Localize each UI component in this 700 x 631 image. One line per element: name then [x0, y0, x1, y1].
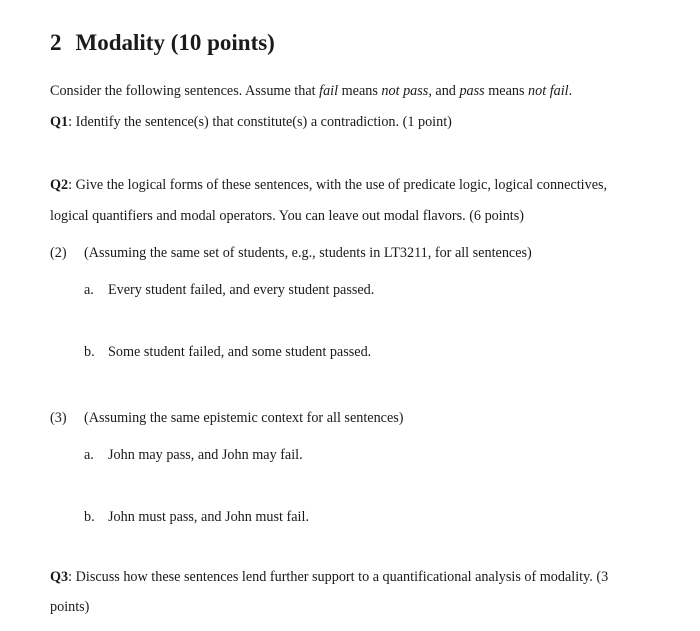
term-not-pass: not pass — [381, 83, 429, 99]
question-1 — [50, 113, 452, 131]
sentence-marker: b. — [84, 344, 95, 360]
question-label: Q1 — [50, 114, 69, 130]
section-number: 2 — [50, 30, 62, 55]
sentence-marker: a. — [84, 282, 94, 298]
question-2-line-1 — [50, 176, 607, 194]
question-2-line-2: logical quantifiers and modal operators. You can leave out modal flavors. (6 points) — [50, 208, 524, 224]
sentence-text: Some student failed, and some student passed. — [108, 344, 372, 360]
question-text: : Give the logical forms of these sentences, with the use of predicate logic, logical connectives, — [68, 177, 608, 193]
intro-text: . — [568, 83, 573, 99]
question-text: : Discuss how these sentences lend further support to a quantificational analysis of modality. (3 — [68, 569, 609, 585]
section-title: Modality (10 points) — [75, 30, 275, 55]
question-3-line-2: points) — [50, 599, 90, 615]
example-number: (2) — [50, 245, 67, 261]
example-context: (Assuming the same epistemic context for all sentences) — [84, 410, 404, 426]
question-label: Q3 — [50, 569, 69, 585]
example-2-context — [50, 244, 532, 262]
example-2b — [84, 343, 371, 361]
sentence-text: John may pass, and John may fail. — [108, 447, 303, 463]
intro-paragraph — [50, 82, 572, 100]
example-context: (Assuming the same set of students, e.g., students in LT3211, for all sentences) — [84, 245, 532, 261]
intro-text: means — [338, 83, 382, 99]
example-2a — [84, 281, 374, 299]
intro-text: Consider the following sentences. Assume that — [50, 83, 320, 99]
term-pass: pass — [459, 83, 485, 99]
intro-text: , and — [428, 83, 460, 99]
example-3b — [84, 508, 309, 526]
intro-text: means — [484, 83, 529, 99]
section-heading — [50, 30, 275, 56]
example-3a — [84, 446, 303, 464]
question-3-line-1 — [50, 568, 608, 586]
example-number: (3) — [50, 410, 67, 426]
sentence-marker: b. — [84, 509, 95, 525]
term-fail: fail — [319, 83, 339, 99]
question-label: Q2 — [50, 177, 69, 193]
example-3-context — [50, 409, 404, 427]
sentence-text: John must pass, and John must fail. — [108, 509, 309, 525]
sentence-text: Every student failed, and every student passed. — [108, 282, 375, 298]
term-not-fail: not fail — [528, 83, 569, 99]
sentence-marker: a. — [84, 447, 94, 463]
question-text: : Identify the sentence(s) that constitute(s) a contradiction. (1 point) — [68, 114, 452, 130]
